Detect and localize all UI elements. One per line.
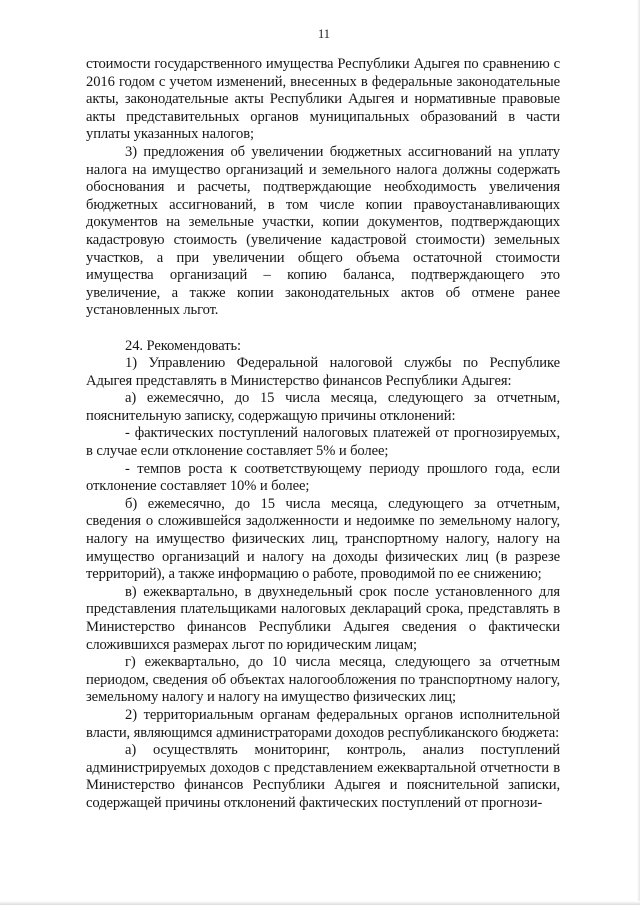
paragraph-item-2: 2) территориальным органам федеральных органов исполнительной власти, являющимся администраторами доходов республиканского бюджета: — [86, 706, 560, 741]
paragraph-item-v: в) ежеквартально, в двухнедельный срок после установленного для представления плательщиками налоговых деклараций срока, представлять в Министерство финансов Республики Адыгея сведения о фактически сложившихся размерах льгот по юридическим лицам; — [86, 583, 560, 653]
paragraph-dash-2: - темпов роста к соответствующему периоду прошлого года, если отклонение составляет 10% и более; — [86, 460, 560, 495]
paragraph-item-3: 3) предложения об увеличении бюджетных ассигнований на уплату налога на имущество организаций и земельного налога должны содержать обоснования и расчеты, подтверждающие необходимость увеличения бюджетных ассигнований, в том числе копии правоустанавливающих документов на земельные участки, копии документов, подтверждающих кадастровую стоимость (увеличение кадастровой стоимости) земельных участков, а при увеличении общего объема остаточной стоимости имущества организаций – копию баланса, подтверждающего это увеличение, а также копии законодательных актов об отмене ранее установленных льгот. — [86, 143, 560, 319]
page-number: 11 — [317, 27, 331, 41]
paragraph-continuation: стоимости государственного имущества Республики Адыгея по сравнению с 2016 годом с учетом изменений, внесенных в федеральные законодательные акты, законодательные акты Республики Адыгея и нормативные правовые акты представительных органов муниципальных образований в части уплаты указанных налогов; — [86, 56, 560, 143]
body-text — [86, 56, 560, 813]
paragraph-item-1: 1) Управлению Федеральной налоговой службы по Республике Адыгея представлять в Министерство финансов Республики Адыгея: — [86, 355, 560, 389]
paragraph-item-b: б) ежемесячно, до 15 числа месяца, следующего за отчетным, сведения о сложившейся задолженности и недоимке по земельному налогу, налогу на имущество физических лиц, транспортному налогу, налогу на имущество организаций и налогу на доходы физических лиц (в разрезе территорий), а также информацию о работе, проводимой по ее снижению; — [86, 495, 560, 583]
paragraph-item-g: г) ежеквартально, до 10 числа месяца, следующего за отчетным периодом, сведения об объектах налогообложения по транспортному налогу, земельному налогу и налогу на имущество физических лиц; — [86, 654, 560, 706]
paragraph-section-24: 24. Рекомендовать: — [125, 337, 241, 354]
paragraph-dash-1: - фактических поступлений налоговых платежей от прогнозируемых, в случае если отклонение составляет 5% и более; — [86, 425, 560, 460]
paragraph-item-2a: а) осуществлять мониторинг, контроль, анализ поступлений администрируемых доходов с представлением ежеквартальной отчетности в Министерство финансов Республики Адыгея и пояснительной записки, содержащей причины отклонений фактических поступлений от прогнози- — [86, 742, 560, 811]
scan-bottom-shadow — [0, 901, 640, 905]
paragraph-item-a: а) ежемесячно, до 15 числа месяца, следующего за отчетным, пояснительную записку, содержащую причины отклонений: — [86, 390, 560, 424]
